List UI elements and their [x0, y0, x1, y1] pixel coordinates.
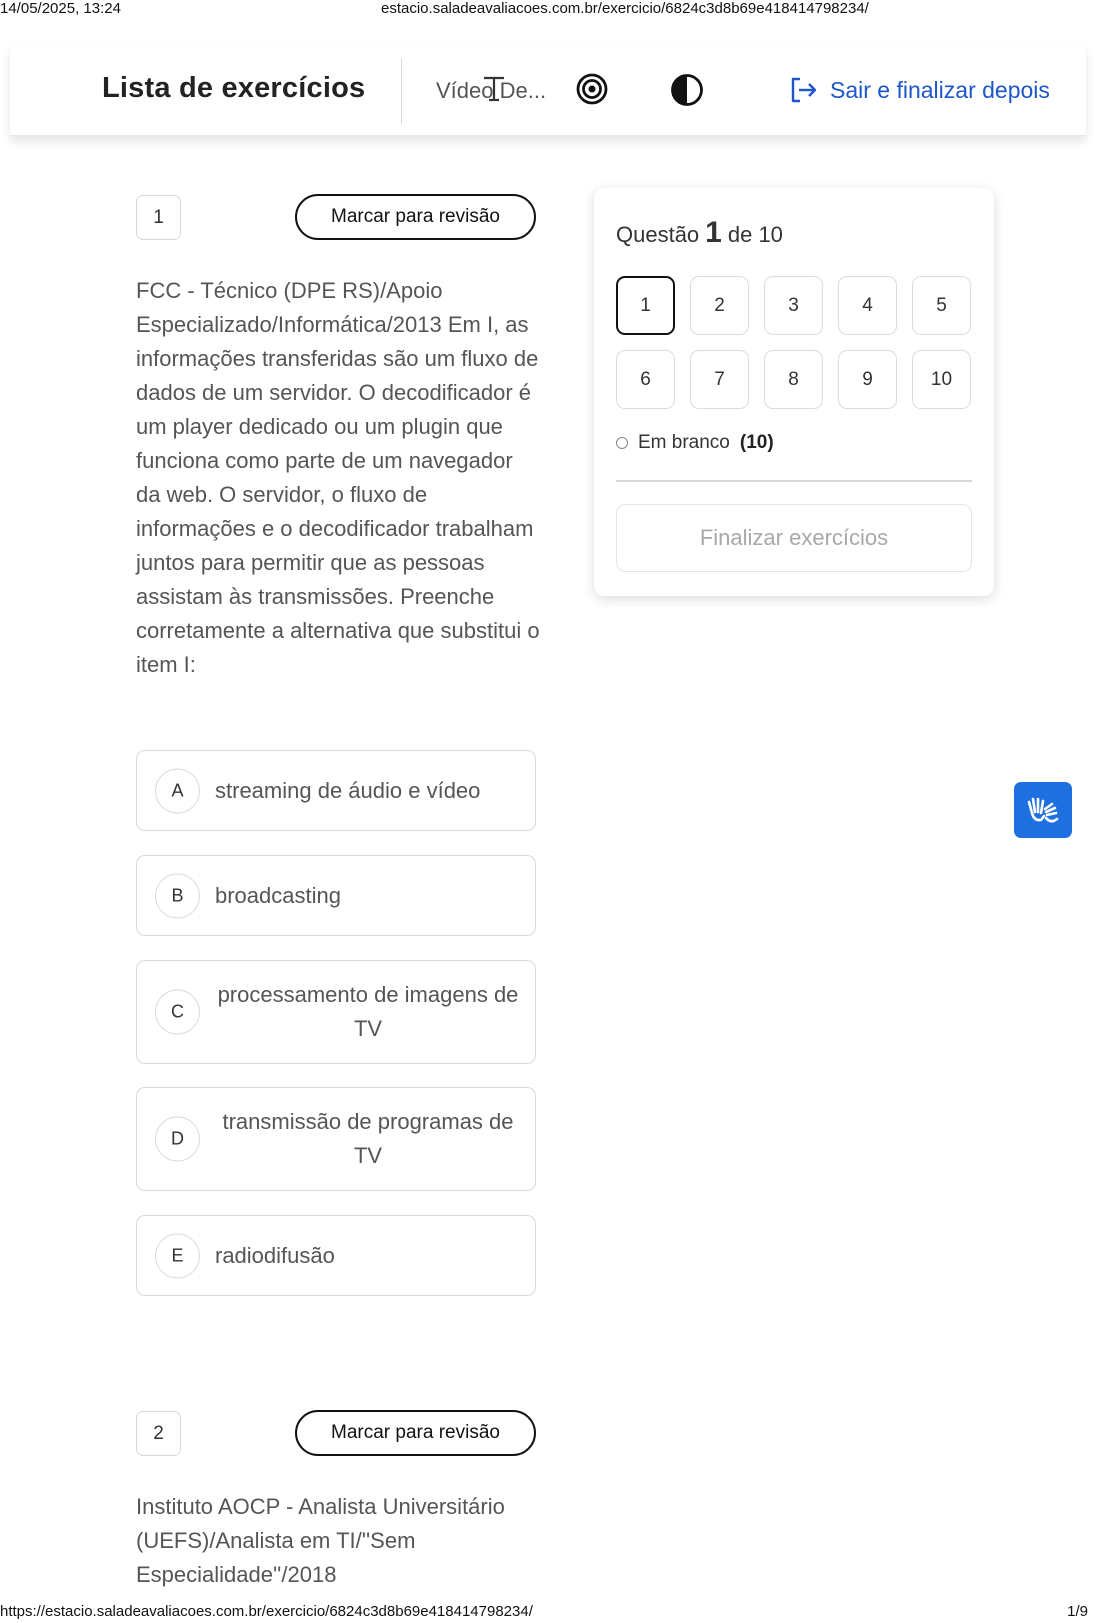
counter-suffix: de 10: [727, 222, 783, 247]
text-video-icon[interactable]: [482, 74, 506, 104]
question-grid: [616, 276, 971, 409]
option-letter: A: [155, 768, 200, 813]
option-c[interactable]: [136, 960, 536, 1064]
question-statement: FCC - Técnico (DPE RS)/Apoio Especializado/Informática/2013 Em I, as informações transferidas são um fluxo de dados de um servidor. O decodificador é um player dedicado ou um plugin que funciona como parte de um navegador da web. O servidor, o fluxo de informações e o decodificador trabalham juntos para permitir que as pessoas assistam às transmissões. Preenche corretamente a alternativa que substitui o item I:: [136, 278, 540, 677]
option-letter: C: [155, 990, 200, 1035]
accessibility-button[interactable]: [1014, 782, 1072, 838]
counter-current: 1: [705, 216, 722, 249]
print-url-header: estacio.saladeavaliacoes.com.br/exercicio/6824c3d8b69e418414798234/: [381, 0, 869, 17]
blank-dot-icon: [616, 437, 628, 449]
nav-question-4[interactable]: 4: [838, 276, 897, 335]
option-a[interactable]: [136, 750, 536, 831]
nav-question-5[interactable]: 5: [912, 276, 971, 335]
option-text: broadcasting: [215, 882, 341, 908]
question-navigator: [594, 188, 994, 596]
mark-review-button[interactable]: Marcar para revisão: [295, 1410, 536, 1456]
option-text: radiodifusão: [215, 1242, 335, 1268]
video-label[interactable]: Vídeo De...: [436, 78, 547, 103]
finish-button[interactable]: Finalizar exercícios: [616, 504, 972, 572]
print-url-footer: https://estacio.saladeavaliacoes.com.br/exercicio/6824c3d8b69e418414798234/: [0, 1603, 533, 1620]
mark-review-button[interactable]: Marcar para revisão: [295, 194, 536, 240]
blank-label: Em branco: [638, 432, 730, 453]
nav-question-2[interactable]: 2: [690, 276, 749, 335]
nav-question-3[interactable]: 3: [764, 276, 823, 335]
option-letter: B: [155, 873, 200, 918]
option-text: transmissão de programas de TV: [222, 1109, 514, 1168]
print-page-number: 1/9: [1067, 1603, 1088, 1620]
nav-question-8[interactable]: 8: [764, 350, 823, 409]
question-number: 2: [136, 1411, 181, 1456]
page-title: Lista de exercícios: [102, 72, 366, 104]
panel-divider: [616, 480, 972, 482]
option-letter: E: [155, 1233, 200, 1278]
option-b[interactable]: [136, 855, 536, 936]
sign-language-hands-icon: [1024, 791, 1062, 829]
option-e[interactable]: [136, 1215, 536, 1296]
contrast-icon[interactable]: [670, 73, 704, 107]
blank-count: (10): [739, 432, 774, 453]
counter-prefix: Questão: [616, 222, 700, 247]
target-icon[interactable]: [575, 72, 609, 106]
nav-question-10[interactable]: 10: [912, 350, 971, 409]
blank-status: [616, 432, 774, 454]
print-datetime: 14/05/2025, 13:24: [0, 0, 121, 17]
option-letter: D: [155, 1117, 200, 1162]
exit-label: Sair e finalizar depois: [830, 76, 1050, 103]
question-counter: [616, 216, 783, 250]
option-d[interactable]: [136, 1087, 536, 1191]
nav-question-7[interactable]: 7: [690, 350, 749, 409]
option-text: streaming de áudio e vídeo: [215, 777, 481, 803]
option-text: processamento de imagens de TV: [217, 982, 519, 1041]
nav-question-1[interactable]: 1: [616, 276, 675, 335]
question-number: 1: [136, 195, 181, 240]
nav-question-6[interactable]: 6: [616, 350, 675, 409]
question-statement: Instituto AOCP - Analista Universitário (UEFS)/Analista em TI/''Sem Especialidade''/2018: [136, 1494, 505, 1587]
top-bar: [10, 44, 1086, 136]
header-divider: [401, 58, 402, 124]
exit-icon: [788, 75, 818, 105]
exit-button[interactable]: [788, 72, 1050, 108]
nav-question-9[interactable]: 9: [838, 350, 897, 409]
